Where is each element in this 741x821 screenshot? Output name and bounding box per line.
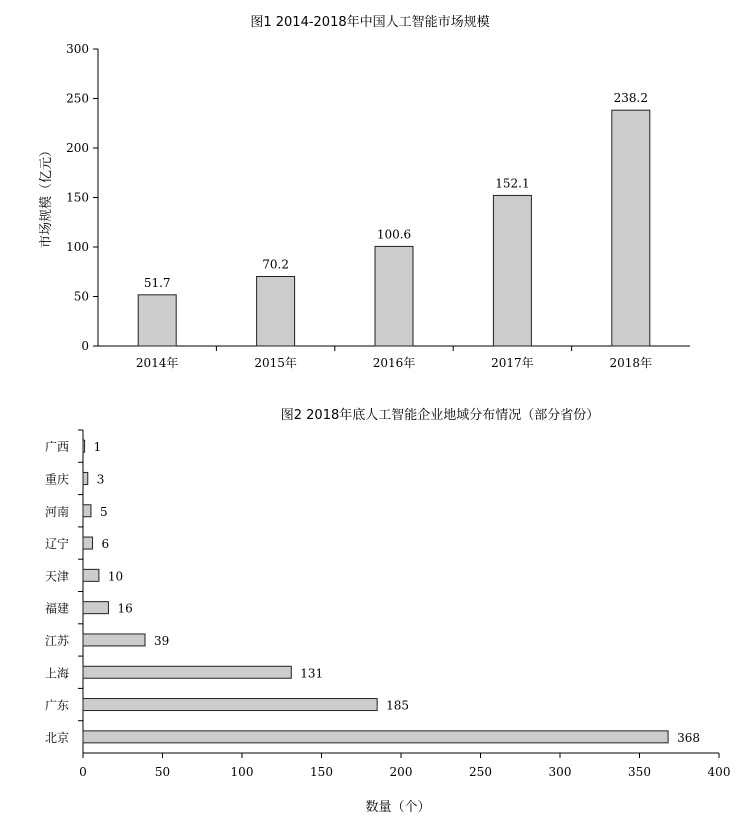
chart1-bar (493, 195, 531, 346)
chart2-x-tick-label: 250 (469, 765, 492, 779)
chart1-bar (375, 246, 413, 346)
chart2-bar (83, 699, 377, 711)
chart1-y-tick-label: 150 (66, 190, 89, 205)
chart1-y-tick-label: 250 (66, 91, 89, 106)
chart2-bar (83, 634, 145, 646)
chart1-data-label: 51.7 (143, 275, 171, 290)
chart2-y-tick-label: 北京 (44, 730, 69, 745)
chart2-plot (45, 430, 730, 779)
chart1-x-tick-label: 2017年 (491, 356, 534, 370)
chart2-data-label: 10 (107, 569, 124, 584)
chart2-x-tick-label: 200 (389, 765, 413, 779)
chart2-x-tick-label: 150 (310, 765, 333, 779)
chart1-bar (612, 110, 650, 346)
chart2-y-tick-label: 广东 (44, 698, 69, 713)
chart1-ylabel: 市场规模（亿元） (39, 143, 54, 249)
chart1-bar (257, 277, 295, 346)
chart1-x-tick-label: 2018年 (609, 356, 653, 370)
chart2-title: 图2 2018年底人工智能企业地域分布情况（部分省份） (280, 408, 600, 423)
chart1-data-label: 238.2 (613, 91, 648, 106)
chart2-bar (83, 440, 85, 452)
chart2-x-tick-label: 50 (154, 765, 171, 779)
chart2-data-label: 3 (96, 472, 105, 487)
chart1-data-label: 70.2 (262, 257, 289, 272)
chart1-y-tick-label: 300 (66, 42, 89, 56)
chart2-y-tick-label: 重庆 (44, 472, 69, 487)
chart1-x-tick-label: 2015年 (254, 356, 297, 370)
chart1-y-tick-label: 50 (73, 289, 89, 304)
chart2-bar (83, 731, 668, 743)
chart1-bar (138, 295, 176, 346)
chart2-x-tick-label: 0 (79, 765, 87, 779)
chart1-title: 图1 2014-2018年中国人工智能市场规模 (250, 15, 490, 30)
chart2-x-tick-label: 350 (628, 765, 651, 779)
chart1-data-label: 152.1 (495, 176, 530, 191)
chart1-data-label: 100.6 (376, 227, 412, 242)
chart2-y-tick-label: 上海 (44, 666, 69, 681)
chart2-data-label: 1 (93, 440, 102, 455)
chart1-y-tick-label: 0 (81, 339, 89, 353)
chart2-y-tick-label: 河南 (44, 504, 69, 519)
chart1-plot (66, 42, 690, 370)
chart2-bar (83, 505, 91, 517)
chart1-y-tick-label: 200 (66, 141, 89, 155)
chart2-data-label: 39 (154, 633, 170, 648)
chart2-data-label: 368 (677, 730, 701, 745)
chart2-data-label: 131 (300, 666, 324, 681)
chart2-bar (83, 602, 108, 614)
chart2-data-label: 185 (386, 698, 410, 713)
chart2-x-tick-label: 100 (230, 765, 254, 779)
chart2-bar (83, 537, 93, 549)
chart2-bar (83, 569, 99, 581)
chart2-y-tick-label: 福建 (44, 601, 69, 616)
chart1-x-tick-label: 2016年 (372, 356, 416, 370)
chart2-y-tick-label: 江苏 (44, 633, 69, 648)
chart2-x-tick-label: 300 (548, 765, 572, 779)
chart2-y-tick-label: 广西 (44, 440, 69, 455)
chart1-x-tick-label: 2014年 (135, 356, 179, 370)
chart1-y-tick-label: 100 (66, 240, 89, 254)
chart2-bar (83, 666, 291, 678)
chart2-data-label: 5 (99, 504, 108, 519)
chart2-x-tick-label: 400 (707, 765, 731, 779)
chart2-data-label: 16 (117, 601, 133, 616)
chart2-bar (83, 472, 88, 484)
chart2-data-label: 6 (101, 537, 110, 552)
chart2-y-tick-label: 天津 (44, 569, 69, 584)
chart2-xlabel: 数量（个） (365, 800, 431, 815)
chart2-y-tick-label: 辽宁 (44, 537, 69, 552)
